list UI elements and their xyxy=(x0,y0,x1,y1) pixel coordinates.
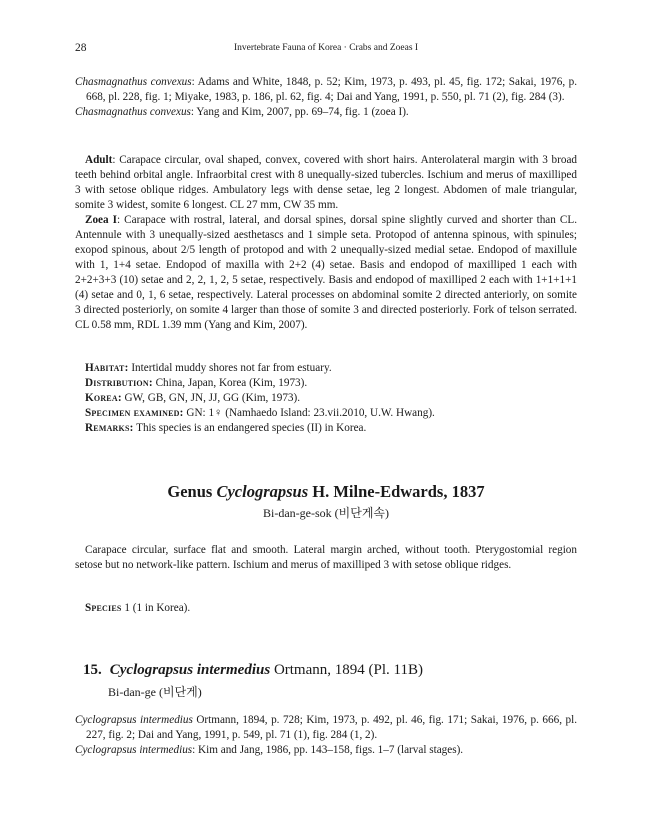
genus-heading: Genus Cyclograpsus H. Milne-Edwards, 1837 xyxy=(167,482,485,501)
page-number: 28 xyxy=(75,42,87,54)
habitat-line: Habitat: Intertidal muddy shores not far from estuary. xyxy=(85,362,332,374)
description-block xyxy=(75,153,577,333)
synonymy-list-2 xyxy=(75,713,577,758)
running-title: Invertebrate Fauna of Korea · Crabs and Zoeas I xyxy=(233,43,419,53)
synonymy-entry: Chasmagnathus convexus: Adams and White, 1848, p. 52; Kim, 1973, p. 493, pl. 45, fig. 172; Sakai, 1976, p. 668, pl. 228, fig. 1; Miyake, 1983, p. 186, pl. 62, fig. 4; Dai and Yang, 1991, p. 550, pl. 71 (2), fig. 284 (3). xyxy=(75,76,578,103)
remarks-line: Remarks: This species is an endangered species (II) in Korea. xyxy=(85,422,367,434)
genus-korean-name: Bi-dan-ge-sok (비단게속) xyxy=(262,506,389,520)
specimen-line: Specimen examined: GN: 1♀ (Namhaedo Island: 23.vii.2010, U.W. Hwang). xyxy=(85,407,435,419)
adult-description: Adult: Carapace circular, oval shaped, convex, covered with short hairs. Anterolateral margin with 3 broad teeth behind orbital angle. Infraorbital crest with 8 unequally-sized tubercles. Ischium and merus of maxilliped 3 with setose oblique ridges. Ambulatory legs with dense setae, leg 2 longest. Abdomen of male triangular, somite 3 widest, somite 6 longest. CL 27 mm, CW 35 mm. xyxy=(75,154,577,211)
korea-line: Korea: GW, GB, GN, JN, JJ, GG (Kim, 1973). xyxy=(85,392,301,404)
species-heading: 15. Cyclograpsus intermedius Ortmann, 1894 (Pl. 11B) xyxy=(83,662,423,678)
distribution-line: Distribution: China, Japan, Korea (Kim, 1973). xyxy=(85,377,308,389)
zoea-description: Zoea I: Carapace with rostral, lateral, and dorsal spines, dorsal spine slightly curved and shorter than CL. Antennule with 3 unequally-sized aesthetascs and 1 simple seta. Protopod of antenna spinous, with spinules; exopod spinous, about 2/5 length of protopod and with 2 unequally-sized medial setae. Endopod of maxillule with 1, 1+4 setae. Endopod of maxilla with 2+2 (4) setae. Basis and endopod of maxilliped 1 each with 2+2+3+3 (10) setae and 2, 2, 1, 2, 5 setae, respectively. Basis and endopod of maxilliped 2 each with 1+1+1+1 (4) setae and 0, 1, 6 setae, respectively. Lateral processes on abdominal somite 2 directed anteriorly, on somite 3 directed posteriorly, on somite 4 larger than those of somite 3 and directed posteriorly. Fork of telson serrated. CL 0.58 mm, RDL 1.39 mm (Yang and Kim, 2007). xyxy=(75,214,577,331)
page-header xyxy=(75,42,577,56)
synonymy-entry: Cyclograpsus intermedius Ortmann, 1894, p. 728; Kim, 1973, p. 492, pl. 46, fig. 171; Sakai, 1976, p. 666, pl. 227, fig. 2; Dai and Yang, 1991, p. 549, pl. 71 (1), fig. 284 (1, 2). xyxy=(75,714,578,741)
species-korean-name: Bi-dan-ge (비단게) xyxy=(108,685,202,699)
synonymy-list-1 xyxy=(75,75,577,120)
species-info-block xyxy=(75,361,577,436)
synonymy-entry: Cyclograpsus intermedius: Kim and Jang, 1986, pp. 143–158, figs. 1–7 (larval stages). xyxy=(75,744,464,756)
species-count: Species 1 (1 in Korea). xyxy=(85,602,191,614)
synonymy-entry: Chasmagnathus convexus: Yang and Kim, 2007, pp. 69–74, fig. 1 (zoea I). xyxy=(75,106,409,118)
genus-description: Carapace circular, surface flat and smooth. Lateral margin arched, without tooth. Pterygostomial region setose but no network-like pattern. Ischium and merus of maxilliped 3 with setose oblique ridges. xyxy=(75,544,577,571)
